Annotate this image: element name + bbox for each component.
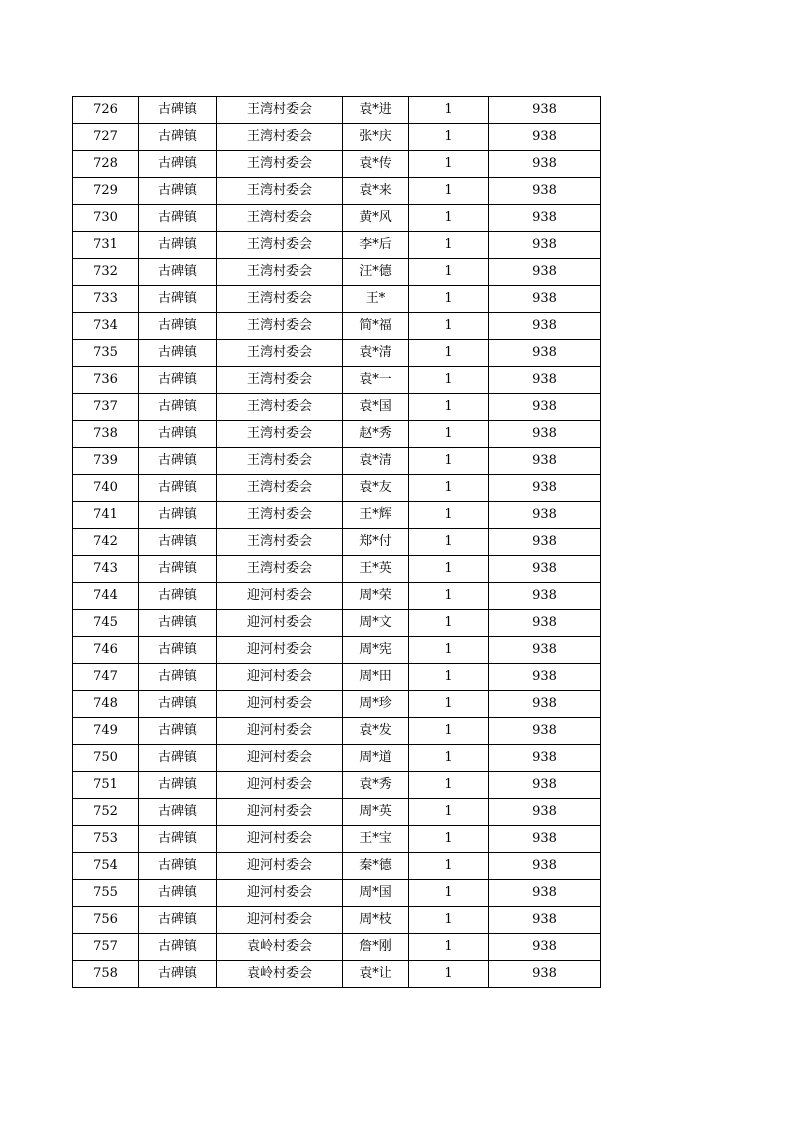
count-cell: 1 [409,232,489,259]
village-committee-cell: 王湾村委会 [217,313,343,340]
amount-cell: 938 [489,367,601,394]
row-number-cell: 747 [73,664,139,691]
town-cell: 古碑镇 [139,151,217,178]
town-cell: 古碑镇 [139,772,217,799]
count-cell: 1 [409,97,489,124]
table-body [73,97,601,988]
person-name-cell: 郑*付 [343,529,409,556]
row-number-cell: 738 [73,421,139,448]
village-committee-cell: 王湾村委会 [217,367,343,394]
village-committee-cell: 迎河村委会 [217,745,343,772]
data-table [72,96,601,988]
village-committee-cell: 王湾村委会 [217,205,343,232]
table-row [73,340,601,367]
village-committee-cell: 王湾村委会 [217,394,343,421]
amount-cell: 938 [489,610,601,637]
count-cell: 1 [409,394,489,421]
town-cell: 古碑镇 [139,610,217,637]
table-row [73,880,601,907]
person-name-cell: 袁*清 [343,448,409,475]
village-committee-cell: 迎河村委会 [217,610,343,637]
count-cell: 1 [409,826,489,853]
person-name-cell: 袁*国 [343,394,409,421]
count-cell: 1 [409,745,489,772]
amount-cell: 938 [489,637,601,664]
town-cell: 古碑镇 [139,529,217,556]
village-committee-cell: 王湾村委会 [217,286,343,313]
count-cell: 1 [409,529,489,556]
town-cell: 古碑镇 [139,313,217,340]
person-name-cell: 詹*刚 [343,934,409,961]
town-cell: 古碑镇 [139,664,217,691]
person-name-cell: 王*宝 [343,826,409,853]
table-row [73,799,601,826]
row-number-cell: 756 [73,907,139,934]
person-name-cell: 周*枝 [343,907,409,934]
row-number-cell: 735 [73,340,139,367]
amount-cell: 938 [489,718,601,745]
count-cell: 1 [409,502,489,529]
count-cell: 1 [409,286,489,313]
person-name-cell: 袁*一 [343,367,409,394]
row-number-cell: 728 [73,151,139,178]
village-committee-cell: 迎河村委会 [217,907,343,934]
row-number-cell: 732 [73,259,139,286]
count-cell: 1 [409,664,489,691]
amount-cell: 938 [489,664,601,691]
count-cell: 1 [409,475,489,502]
person-name-cell: 汪*德 [343,259,409,286]
count-cell: 1 [409,583,489,610]
town-cell: 古碑镇 [139,745,217,772]
amount-cell: 938 [489,529,601,556]
count-cell: 1 [409,259,489,286]
person-name-cell: 周*珍 [343,691,409,718]
row-number-cell: 755 [73,880,139,907]
table-row [73,610,601,637]
table-row [73,151,601,178]
amount-cell: 938 [489,232,601,259]
count-cell: 1 [409,151,489,178]
count-cell: 1 [409,448,489,475]
town-cell: 古碑镇 [139,394,217,421]
amount-cell: 938 [489,205,601,232]
town-cell: 古碑镇 [139,799,217,826]
village-committee-cell: 迎河村委会 [217,691,343,718]
village-committee-cell: 迎河村委会 [217,880,343,907]
person-name-cell: 袁*让 [343,961,409,988]
person-name-cell: 周*文 [343,610,409,637]
person-name-cell: 袁*友 [343,475,409,502]
town-cell: 古碑镇 [139,907,217,934]
count-cell: 1 [409,799,489,826]
row-number-cell: 751 [73,772,139,799]
person-name-cell: 周*宪 [343,637,409,664]
row-number-cell: 758 [73,961,139,988]
row-number-cell: 731 [73,232,139,259]
table-row [73,637,601,664]
town-cell: 古碑镇 [139,259,217,286]
row-number-cell: 743 [73,556,139,583]
amount-cell: 938 [489,421,601,448]
village-committee-cell: 袁岭村委会 [217,961,343,988]
amount-cell: 938 [489,826,601,853]
village-committee-cell: 迎河村委会 [217,799,343,826]
village-committee-cell: 迎河村委会 [217,826,343,853]
table-row [73,529,601,556]
row-number-cell: 742 [73,529,139,556]
person-name-cell: 周*田 [343,664,409,691]
person-name-cell: 王*辉 [343,502,409,529]
village-committee-cell: 王湾村委会 [217,421,343,448]
count-cell: 1 [409,124,489,151]
count-cell: 1 [409,610,489,637]
table-row [73,583,601,610]
village-committee-cell: 王湾村委会 [217,448,343,475]
table-row [73,259,601,286]
row-number-cell: 750 [73,745,139,772]
village-committee-cell: 王湾村委会 [217,556,343,583]
row-number-cell: 730 [73,205,139,232]
person-name-cell: 李*后 [343,232,409,259]
town-cell: 古碑镇 [139,205,217,232]
row-number-cell: 733 [73,286,139,313]
row-number-cell: 745 [73,610,139,637]
amount-cell: 938 [489,448,601,475]
person-name-cell: 袁*发 [343,718,409,745]
table-row [73,502,601,529]
row-number-cell: 737 [73,394,139,421]
amount-cell: 938 [489,259,601,286]
table-row [73,97,601,124]
table-row [73,367,601,394]
town-cell: 古碑镇 [139,448,217,475]
table-row [73,286,601,313]
person-name-cell: 袁*秀 [343,772,409,799]
table-row [73,475,601,502]
village-committee-cell: 王湾村委会 [217,529,343,556]
table-row [73,934,601,961]
row-number-cell: 741 [73,502,139,529]
person-name-cell: 周*国 [343,880,409,907]
town-cell: 古碑镇 [139,637,217,664]
table-row [73,124,601,151]
village-committee-cell: 王湾村委会 [217,97,343,124]
town-cell: 古碑镇 [139,178,217,205]
village-committee-cell: 迎河村委会 [217,772,343,799]
village-committee-cell: 迎河村委会 [217,637,343,664]
person-name-cell: 张*庆 [343,124,409,151]
count-cell: 1 [409,367,489,394]
town-cell: 古碑镇 [139,124,217,151]
amount-cell: 938 [489,124,601,151]
village-committee-cell: 王湾村委会 [217,502,343,529]
row-number-cell: 739 [73,448,139,475]
table-row [73,232,601,259]
town-cell: 古碑镇 [139,97,217,124]
row-number-cell: 734 [73,313,139,340]
village-committee-cell: 王湾村委会 [217,232,343,259]
village-committee-cell: 王湾村委会 [217,259,343,286]
amount-cell: 938 [489,97,601,124]
village-committee-cell: 迎河村委会 [217,664,343,691]
person-name-cell: 袁*清 [343,340,409,367]
count-cell: 1 [409,691,489,718]
town-cell: 古碑镇 [139,826,217,853]
person-name-cell: 赵*秀 [343,421,409,448]
amount-cell: 938 [489,799,601,826]
town-cell: 古碑镇 [139,961,217,988]
table-row [73,853,601,880]
village-committee-cell: 迎河村委会 [217,718,343,745]
amount-cell: 938 [489,745,601,772]
table-row [73,826,601,853]
amount-cell: 938 [489,502,601,529]
village-committee-cell: 王湾村委会 [217,475,343,502]
table-row [73,448,601,475]
amount-cell: 938 [489,934,601,961]
town-cell: 古碑镇 [139,934,217,961]
amount-cell: 938 [489,178,601,205]
table-row [73,178,601,205]
town-cell: 古碑镇 [139,556,217,583]
count-cell: 1 [409,772,489,799]
table-row [73,772,601,799]
person-name-cell: 袁*来 [343,178,409,205]
count-cell: 1 [409,718,489,745]
village-committee-cell: 袁岭村委会 [217,934,343,961]
row-number-cell: 726 [73,97,139,124]
person-name-cell: 王*英 [343,556,409,583]
count-cell: 1 [409,556,489,583]
row-number-cell: 748 [73,691,139,718]
amount-cell: 938 [489,691,601,718]
town-cell: 古碑镇 [139,502,217,529]
row-number-cell: 746 [73,637,139,664]
village-committee-cell: 迎河村委会 [217,583,343,610]
person-name-cell: 周*道 [343,745,409,772]
table-row [73,556,601,583]
amount-cell: 938 [489,772,601,799]
count-cell: 1 [409,961,489,988]
row-number-cell: 736 [73,367,139,394]
amount-cell: 938 [489,880,601,907]
row-number-cell: 754 [73,853,139,880]
village-committee-cell: 迎河村委会 [217,853,343,880]
count-cell: 1 [409,934,489,961]
village-committee-cell: 王湾村委会 [217,151,343,178]
row-number-cell: 727 [73,124,139,151]
table-row [73,421,601,448]
table-row [73,691,601,718]
person-name-cell: 秦*德 [343,853,409,880]
count-cell: 1 [409,907,489,934]
row-number-cell: 744 [73,583,139,610]
count-cell: 1 [409,880,489,907]
row-number-cell: 740 [73,475,139,502]
town-cell: 古碑镇 [139,853,217,880]
count-cell: 1 [409,178,489,205]
person-name-cell: 周*英 [343,799,409,826]
row-number-cell: 753 [73,826,139,853]
town-cell: 古碑镇 [139,691,217,718]
table-row [73,718,601,745]
person-name-cell: 袁*进 [343,97,409,124]
amount-cell: 938 [489,151,601,178]
count-cell: 1 [409,853,489,880]
amount-cell: 938 [489,583,601,610]
table-row [73,907,601,934]
table-row [73,745,601,772]
village-committee-cell: 王湾村委会 [217,124,343,151]
amount-cell: 938 [489,961,601,988]
count-cell: 1 [409,205,489,232]
count-cell: 1 [409,340,489,367]
table-row [73,664,601,691]
amount-cell: 938 [489,286,601,313]
village-committee-cell: 王湾村委会 [217,178,343,205]
table-row [73,394,601,421]
village-committee-cell: 王湾村委会 [217,340,343,367]
town-cell: 古碑镇 [139,583,217,610]
count-cell: 1 [409,421,489,448]
amount-cell: 938 [489,556,601,583]
row-number-cell: 729 [73,178,139,205]
row-number-cell: 757 [73,934,139,961]
row-number-cell: 749 [73,718,139,745]
table-row [73,313,601,340]
row-number-cell: 752 [73,799,139,826]
town-cell: 古碑镇 [139,286,217,313]
table-row [73,205,601,232]
town-cell: 古碑镇 [139,475,217,502]
town-cell: 古碑镇 [139,340,217,367]
amount-cell: 938 [489,394,601,421]
town-cell: 古碑镇 [139,232,217,259]
town-cell: 古碑镇 [139,880,217,907]
count-cell: 1 [409,637,489,664]
amount-cell: 938 [489,853,601,880]
person-name-cell: 袁*传 [343,151,409,178]
town-cell: 古碑镇 [139,421,217,448]
person-name-cell: 简*福 [343,313,409,340]
table-row [73,961,601,988]
amount-cell: 938 [489,475,601,502]
person-name-cell: 王* [343,286,409,313]
amount-cell: 938 [489,340,601,367]
person-name-cell: 黄*风 [343,205,409,232]
count-cell: 1 [409,313,489,340]
town-cell: 古碑镇 [139,718,217,745]
person-name-cell: 周*荣 [343,583,409,610]
amount-cell: 938 [489,907,601,934]
amount-cell: 938 [489,313,601,340]
town-cell: 古碑镇 [139,367,217,394]
